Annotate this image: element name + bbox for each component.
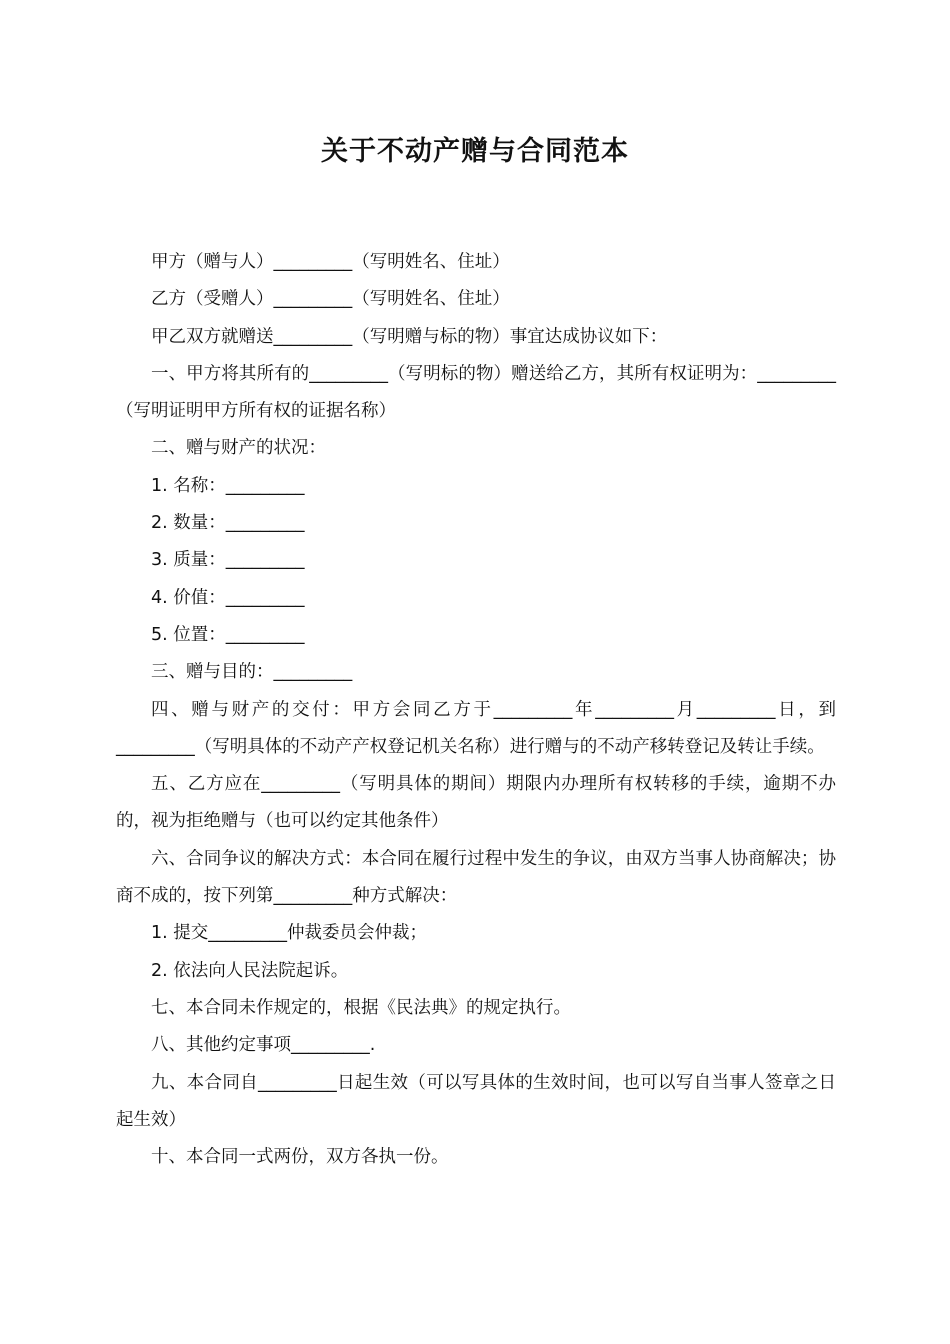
document-body [116,244,836,1176]
paragraph-property-value: 4. 价值：_________ [151,587,305,608]
paragraph-party-a: 甲方（赠与人）_________（写明姓名、住址） [151,252,510,272]
document-title: 关于不动产赠与合同范本 [321,136,629,167]
paragraph-clause-3: 三、赠与目的：_________ [151,662,353,683]
paragraph-clause-10: 十、本合同一式两份，双方各执一份。 [151,1147,449,1168]
paragraph-clause-9: 九、本合同自_________日起生效（可以写具体的生效时间，也可以写自当事人签章之日起生效） [116,1072,836,1130]
paragraph-dispute-option-1: 1. 提交_________仲裁委员会仲裁； [151,923,428,944]
paragraph-clause-6: 六、合同争议的解决方式：本合同在履行过程中发生的争议，由双方当事人协商解决；协商不成的，按下列第_________种方式解决： [116,848,836,907]
paragraph-party-b: 乙方（受赠人）_________（写明姓名、住址） [151,289,510,310]
paragraph-clause-5: 五、乙方应在_________（写明具体的期间）期限内办理所有权转移的手续，逾期不办的，视为拒绝赠与（也可以约定其他条件） [116,774,836,832]
paragraph-dispute-option-2: 2. 依法向人民法院起诉。 [151,960,349,981]
paragraph-agreement-intro: 甲乙双方就赠送_________（写明赠与标的物）事宜达成协议如下： [151,326,668,347]
paragraph-clause-1: 一、甲方将其所有的_________（写明标的物）赠送给乙方，其所有权证明为：_________（写明证明甲方所有权的证据名称） [116,363,836,422]
paragraph-property-location: 5. 位置：_________ [151,624,305,645]
paragraph-clause-7: 七、本合同未作规定的，根据《民法典》的规定执行。 [151,997,571,1018]
paragraph-clause-8: 八、其他约定事项_________. [151,1035,376,1056]
paragraph-property-name: 1. 名称：_________ [151,475,305,496]
paragraph-property-quality: 3. 质量：_________ [151,550,305,571]
paragraph-clause-4: 四、赠与财产的交付：甲方会同乙方于_________年_________月_________日，到_________（写明具体的不动产产权登记机关名称）进行赠与的不动产移转登记及转让手续。 [116,699,836,757]
paragraph-clause-2: 二、赠与财产的状况： [151,438,326,459]
paragraph-property-quantity: 2. 数量：_________ [151,513,305,534]
